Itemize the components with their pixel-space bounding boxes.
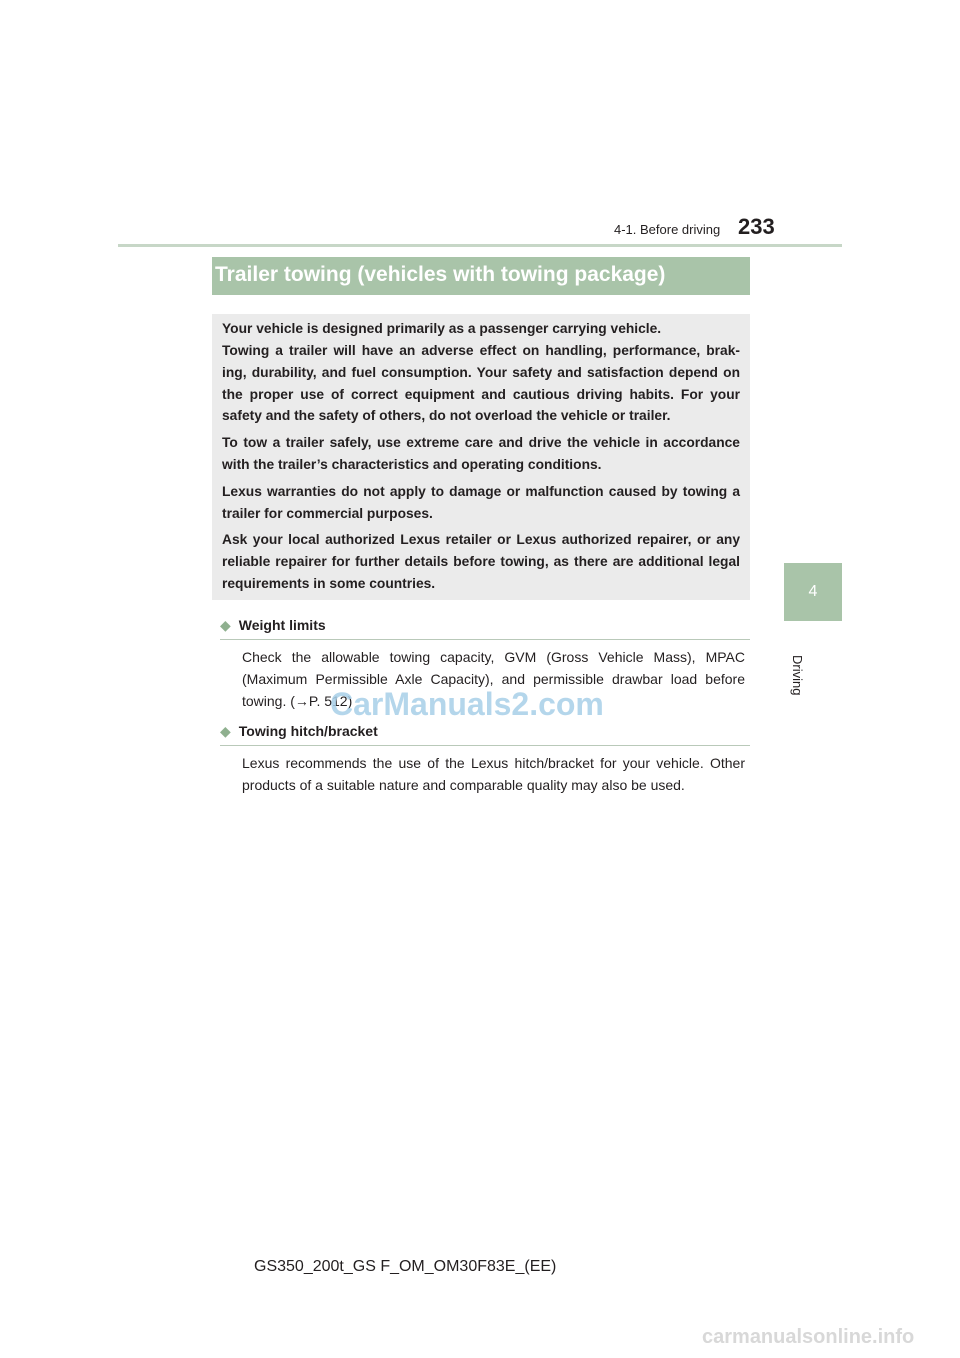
diamond-icon: ◆ [220, 617, 231, 633]
intro-paragraph: Lexus warranties do not apply to damage or malfunction caused by towing a trailer for commercial purposes. [222, 484, 740, 521]
heading-label: Towing hitch/bracket [238, 723, 378, 739]
page-number: 233 [738, 214, 775, 239]
intro-paragraph: Towing a trailer will have an adverse effect on handling, performance, brak-ing, durability, and fuel consumption. Your safety and satisfaction depend on the proper use of correct equipment and cautious driving habits. For your safety and the safety of others, do not overload the vehicle or trailer. [222, 343, 740, 424]
weight-limits-body: Check the allowable towing capacity, GVM (Gross Vehicle Mass), MPAC (Maximum Permissible Axle Capacity), and permissible drawbar load before towing. (→P. 512) [242, 649, 745, 709]
chapter-tab: 4 [784, 563, 842, 621]
header-divider [118, 244, 842, 247]
intro-paragraph: Your vehicle is designed primarily as a passenger carrying vehicle. [222, 321, 662, 336]
section-divider [220, 639, 750, 640]
header-section-title: 4-1. Before driving [614, 222, 721, 237]
chapter-label: Driving [790, 655, 805, 696]
diamond-icon: ◆ [220, 723, 231, 739]
watermark: CarManuals2.com [330, 686, 604, 722]
heading-label: Weight limits [238, 617, 326, 633]
intro-paragraph: To tow a trailer safely, use extreme care and drive the vehicle in accordance with the trailer’s characteristics and operating conditions. [222, 435, 740, 472]
towing-hitch-heading [220, 723, 378, 740]
intro-paragraph: Ask your local authorized Lexus retailer or Lexus authorized repairer, or any reliable repairer for further details before towing, as there are additional legal requirements in some countries. [222, 532, 740, 591]
document-code: GS350_200t_GS F_OM_OM30F83E_(EE) [254, 1258, 557, 1275]
page-title: Trailer towing (vehicles with towing package) [215, 263, 666, 286]
weight-limits-heading [220, 617, 326, 634]
site-watermark: carmanualsonline.info [702, 1326, 915, 1348]
section-divider [220, 745, 750, 746]
towing-hitch-body: Lexus recommends the use of the Lexus hitch/bracket for your vehicle. Other products of a suitable nature and comparable quality may also be used. [242, 755, 745, 793]
